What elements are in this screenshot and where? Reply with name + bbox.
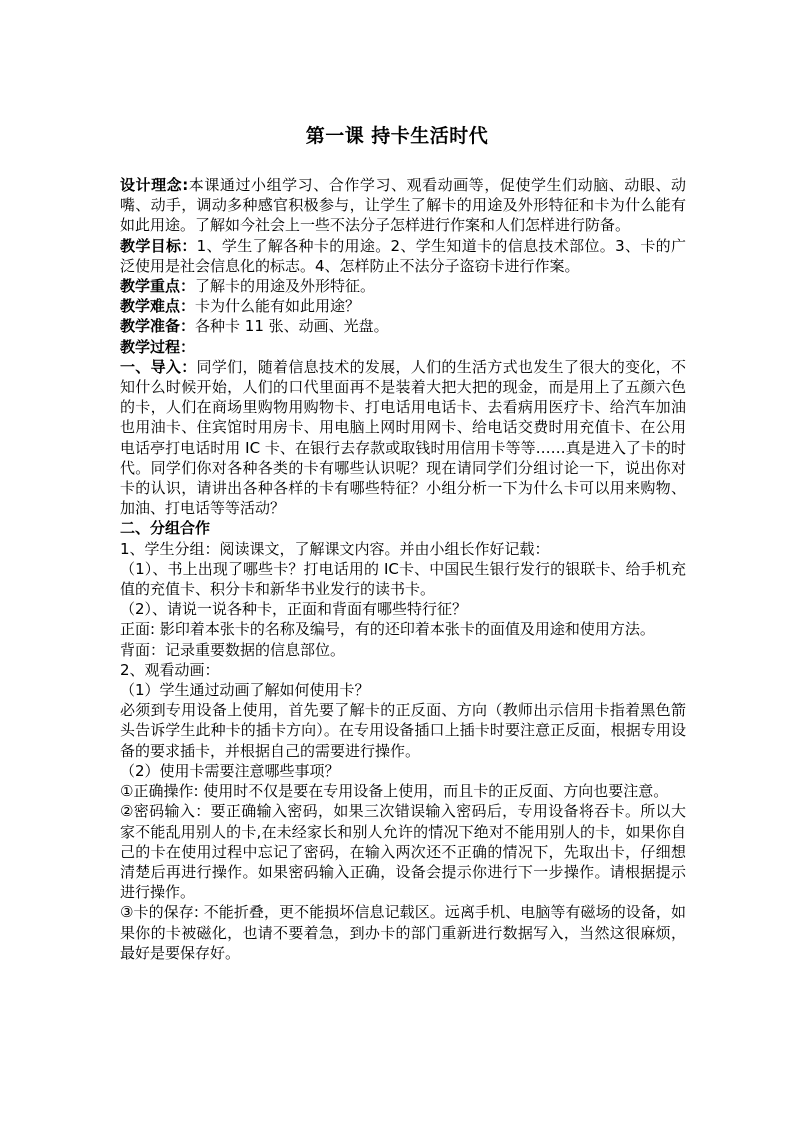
paragraph-text: 1、学生分组：阅读课文，了解课文内容。并由小组长作好记载：: [120, 539, 550, 558]
paragraph-design-concept: [120, 175, 686, 236]
paragraph-preparation: [120, 316, 686, 336]
paragraph-label: 教学目标：: [120, 236, 197, 255]
paragraph-question-2: [120, 599, 686, 619]
paragraph-text: 本课通过小组学习、合作学习、观看动画等，促使学生们动脑、动眼、动嘴、动手，调动多种感官积极参与，让学生了解卡的用途及外形特征和卡为什么能有如此用途。了解如今社会上一些不法分子怎样进行作案和人们怎样进行防备。: [120, 176, 687, 235]
paragraph-key-points: [120, 276, 686, 296]
paragraph-question-1: [120, 559, 686, 599]
paragraph-label: 教学重点：: [120, 277, 196, 296]
paragraph-introduction: [120, 357, 686, 519]
paragraph-watch-animation: [120, 660, 686, 680]
paragraph-correct-operation: [120, 781, 686, 801]
paragraph-text: 正面: 影印着本张卡的名称及编号，有的还印着本张卡的面值及用途和使用方法。: [120, 620, 655, 639]
paragraph-card-storage: [120, 902, 686, 963]
paragraph-teaching-goals: [120, 236, 686, 276]
paragraph-text: 了解卡的用途及外形特征。: [195, 277, 376, 296]
paragraph-text: 各种卡 11 张、动画、光盘。: [195, 317, 389, 336]
paragraph-process-heading: [120, 337, 686, 357]
paragraph-usage-answer: [120, 700, 686, 761]
paragraph-text: 背面：记录重要数据的信息部位。: [120, 640, 346, 659]
paragraph-text: （1）学生通过动画了解如何使用卡？: [120, 681, 370, 700]
paragraph-difficulties: [120, 296, 686, 316]
paragraph-text: （1）、书上出现了哪些卡？打电话用的 IC卡、中国民生银行发行的银联卡、给手机充值的充值卡、积分卡和新华书业发行的读书卡。: [120, 559, 686, 599]
document-body: [120, 175, 686, 963]
paragraph-text: 同学们，随着信息技术的发展，人们的生活方式也发生了很大的变化，不知什么时候开始，人们的口代里面再不是装着大把大把的现金，而是用上了五颜六色的卡，人们在商场里购物用购物卡、打电话用电话卡、去看病用医疗卡、给汽车加油也用油卡、住宾馆时用房卡、用电脑上网时用网卡、给电话交费时用充值卡、在公用电话亭打电话时用 IC 卡、在银行去存款或取钱时用信用卡等等……真是进入了卡的时代。同学们你对各种各类的卡有哪些认识呢？现在请同学们分组讨论一下，说出你对卡的认识，请讲出各种各样的卡有哪些特征？小组分析一下为什么卡可以用来购物、加油、打电话等等活动？: [120, 357, 686, 518]
paragraph-text: 2、观看动画：: [120, 660, 220, 679]
paragraph-text: （2）使用卡需要注意哪些事项？: [120, 761, 340, 780]
paragraph-text: ①正确操作: 使用时不仅是要在专用设备上使用，而且卡的正反面、方向也要注意。: [120, 782, 669, 801]
paragraph-text: （2）、请说一说各种卡，正面和背面有哪些特行征？: [120, 600, 468, 619]
paragraph-label: 设计理念:: [120, 176, 189, 194]
paragraph-back-side: [120, 640, 686, 660]
paragraph-label: 教学过程：: [120, 337, 196, 356]
paragraph-password-input: [120, 801, 686, 902]
paragraph-text: 卡为什么能有如此用途？: [195, 297, 361, 316]
paragraph-front-side: [120, 619, 686, 639]
paragraph-how-to-use: [120, 680, 686, 700]
paragraph-text: 必须到专用设备上使用，首先要了解卡的正反面、方向（教师出示信用卡指着黑色箭头告诉学生此种卡的插卡方向）。在专用设备插口上插卡时要注意正反面，根据专用设备的要求插卡，并根据自己的需要进行操作。: [120, 701, 686, 760]
page-title: 第一课 持卡生活时代: [305, 125, 489, 147]
paragraph-group-reading: [120, 539, 686, 559]
paragraph-text: 1、学生了解各种卡的用途。2、学生知道卡的信息技术部位。3、卡的广泛使用是社会信息化的标志。4、怎样防止不法分子盗窃卡进行作案。: [120, 236, 686, 275]
paragraph-precautions: [120, 761, 686, 781]
paragraph-label: 一、导入：: [120, 357, 197, 376]
paragraph-label: 教学准备：: [120, 317, 196, 336]
paragraph-text: ②密码输入：要正确输入密码，如果三次错误输入密码后，专用设备将吞卡。所以大家不能乱用别人的卡,在未经家长和别人允许的情况下绝对不能用别人的卡，如果你自己的卡在使用过程中忘记了密码，在输入两次还不正确的情况下，先取出卡，仔细想清楚后再进行操作。如果密码输入正确，设备会提示你进行下一步操作。请根据提示进行操作。: [120, 802, 686, 902]
paragraph-group-heading: [120, 518, 686, 538]
paragraph-label: 二、分组合作: [120, 519, 211, 538]
paragraph-label: 教学难点：: [120, 297, 196, 316]
paragraph-text: ③卡的保存: 不能折叠，更不能损坏信息记载区。远离手机、电脑等有磁场的设备，如果你的卡被磁化，也请不要着急，到办卡的部门重新进行数据写入，当然这很麻烦，最好是要保存好。: [120, 903, 686, 962]
